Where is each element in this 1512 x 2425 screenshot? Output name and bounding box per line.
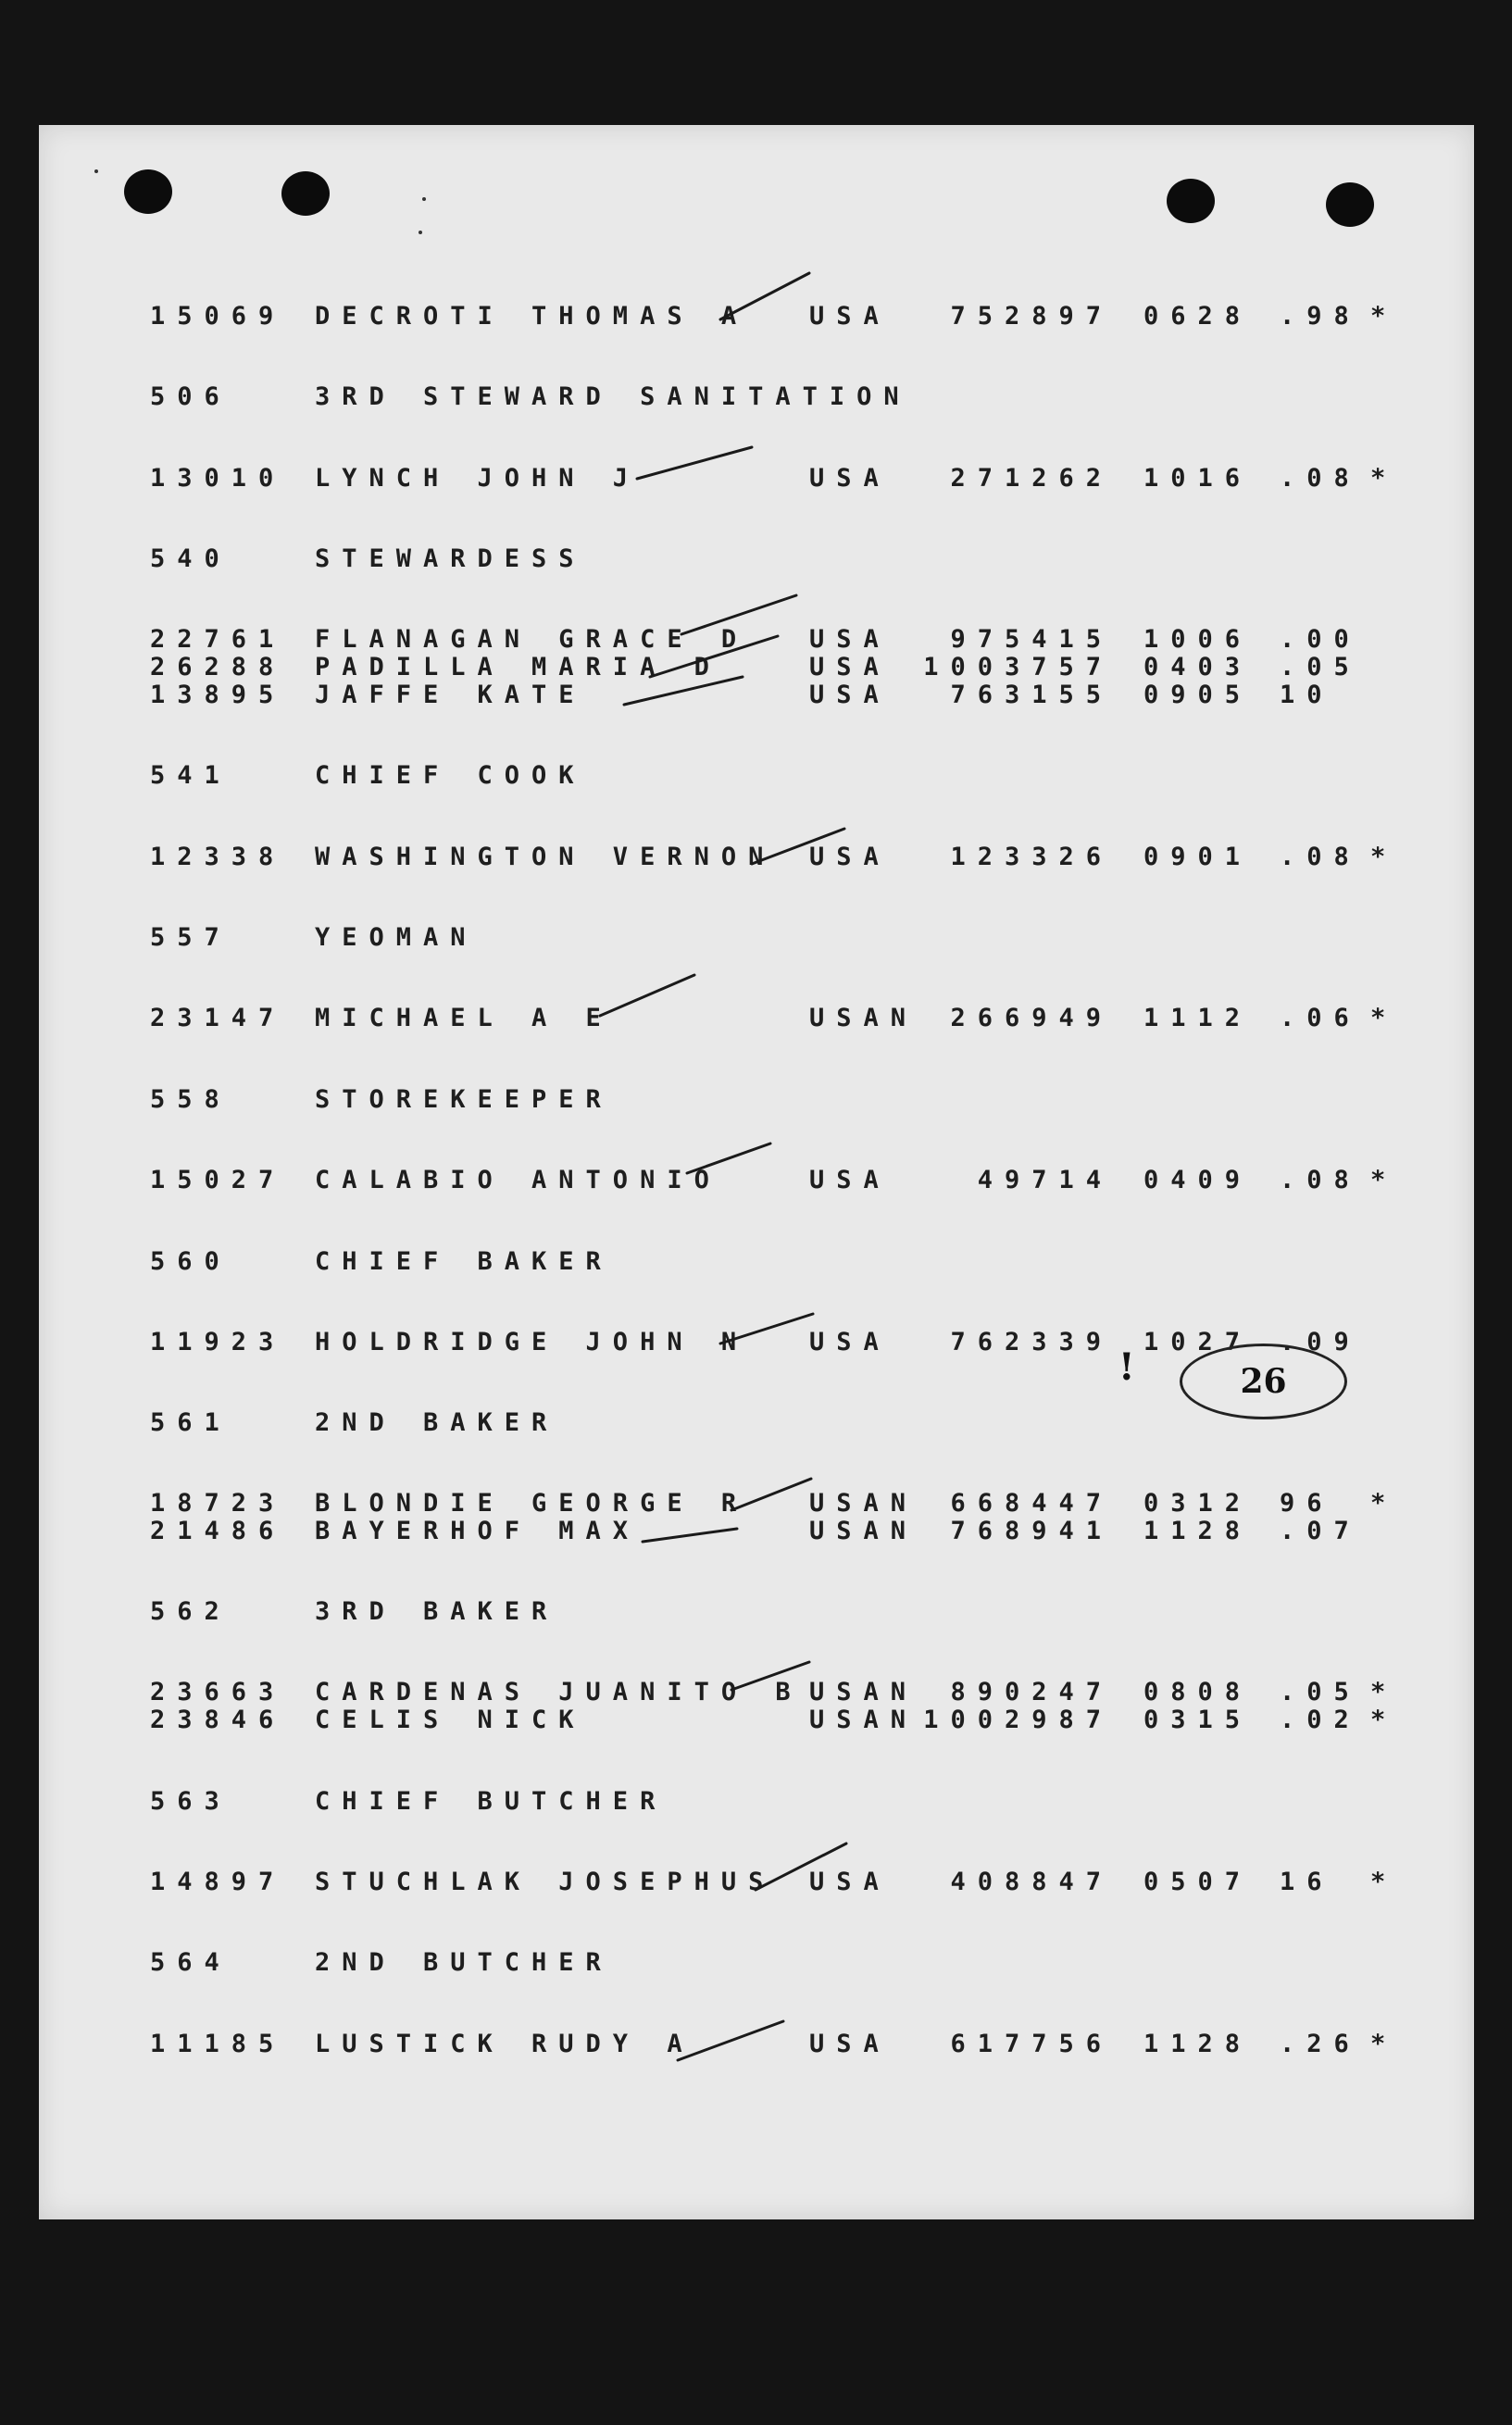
entry-rate: 16 — [1280, 1868, 1334, 1896]
entry-date: 1006 — [1143, 625, 1253, 654]
entry-id: 123326 — [950, 843, 1113, 871]
entry-rate: 10 — [1280, 681, 1334, 709]
section-title: STOREKEEPER — [315, 1085, 613, 1114]
entry-number: 11185 — [150, 2030, 286, 2058]
entry-rate: .05 — [1280, 653, 1361, 681]
section-title: YEOMAN — [315, 923, 478, 952]
entry-nationality: USA — [809, 2030, 891, 2058]
entry-nationality: USA — [809, 1328, 891, 1356]
entry-id: 975415 — [950, 625, 1113, 654]
entry-id: 668447 — [950, 1489, 1113, 1518]
page-number-stamp: 26 — [1180, 1344, 1347, 1419]
entry-nationality: USAN — [809, 1004, 918, 1032]
section-code: 541 — [150, 761, 231, 790]
entry-name: BAYERHOF MAX — [315, 1517, 641, 1545]
entry-rate: .05 — [1280, 1678, 1361, 1706]
entry-date: 1027 — [1143, 1328, 1253, 1356]
entry-name: STUCHLAK JOSEPHUS — [315, 1868, 776, 1896]
entry-id: 49714 — [977, 1166, 1113, 1194]
entry-rate: .06 — [1280, 1004, 1361, 1032]
entry-number: 15027 — [150, 1166, 286, 1194]
pencil-check-marks — [39, 125, 1474, 2219]
entry-rate: .02 — [1280, 1706, 1361, 1734]
entry-number: 22761 — [150, 625, 286, 654]
entry-rate: 96 — [1280, 1489, 1334, 1518]
section-title: 3RD BAKER — [315, 1597, 559, 1626]
entry-id: 1003757 — [923, 653, 1113, 681]
entry-date: 0507 — [1143, 1868, 1253, 1896]
entry-nationality: USA — [809, 653, 891, 681]
entry-id: 890247 — [950, 1678, 1113, 1706]
entry-nationality: USA — [809, 843, 891, 871]
entry-number: 14897 — [150, 1868, 286, 1896]
entry-nationality: USAN — [809, 1517, 918, 1545]
entry-number: 23846 — [150, 1706, 286, 1734]
entry-name: CARDENAS JUANITO B — [315, 1678, 803, 1706]
entry-rate: .07 — [1280, 1517, 1361, 1545]
entry-date: 1128 — [1143, 2030, 1253, 2058]
entry-number: 13010 — [150, 464, 286, 493]
entry-name: PADILLA MARIA D — [315, 653, 721, 681]
entry-name: MICHAEL A E — [315, 1004, 613, 1032]
entry-number: 23147 — [150, 1004, 286, 1032]
entry-id: 617756 — [950, 2030, 1113, 2058]
entry-id: 752897 — [950, 302, 1113, 331]
entry-star: * — [1370, 1868, 1398, 1896]
entry-id: 1002987 — [923, 1706, 1113, 1734]
section-code: 558 — [150, 1085, 231, 1114]
section-title: CHIEF COOK — [315, 761, 586, 790]
entry-rate: .26 — [1280, 2030, 1361, 2058]
entry-number: 15069 — [150, 302, 286, 331]
entry-number: 23663 — [150, 1678, 286, 1706]
entry-nationality: USA — [809, 302, 891, 331]
entry-number: 18723 — [150, 1489, 286, 1518]
section-title: 3RD STEWARD SANITATION — [315, 382, 911, 411]
entry-name: FLANAGAN GRACE D — [315, 625, 749, 654]
entry-name: CALABIO ANTONIO — [315, 1166, 721, 1194]
section-code: 557 — [150, 923, 231, 952]
section-code: 564 — [150, 1948, 231, 1977]
entry-nationality: USA — [809, 1166, 891, 1194]
entry-number: 21486 — [150, 1517, 286, 1545]
entry-date: 0409 — [1143, 1166, 1253, 1194]
entry-nationality: USAN — [809, 1489, 918, 1518]
entry-nationality: USAN — [809, 1678, 918, 1706]
handwritten-mark: ! — [1118, 1345, 1135, 1389]
entry-star: * — [1370, 1004, 1398, 1032]
section-code: 540 — [150, 544, 231, 573]
entry-name: BLONDIE GEORGE R — [315, 1489, 749, 1518]
entry-number: 26288 — [150, 653, 286, 681]
entry-nationality: USA — [809, 681, 891, 709]
entry-star: * — [1370, 1166, 1398, 1194]
entry-rate: .08 — [1280, 464, 1361, 493]
section-code: 560 — [150, 1247, 231, 1276]
entry-name: HOLDRIDGE JOHN N — [315, 1328, 749, 1356]
entry-nationality: USA — [809, 464, 891, 493]
section-title: CHIEF BUTCHER — [315, 1787, 668, 1816]
section-code: 562 — [150, 1597, 231, 1626]
entry-date: 1112 — [1143, 1004, 1253, 1032]
section-code: 563 — [150, 1787, 231, 1816]
document-page — [39, 125, 1474, 2219]
entry-number: 13895 — [150, 681, 286, 709]
entry-rate: .08 — [1280, 843, 1361, 871]
entry-rate: .98 — [1280, 302, 1361, 331]
entry-rate: .08 — [1280, 1166, 1361, 1194]
section-title: 2ND BAKER — [315, 1408, 559, 1437]
entry-star: * — [1370, 1489, 1398, 1518]
section-code: 506 — [150, 382, 231, 411]
entry-rate: .00 — [1280, 625, 1361, 654]
entry-star: * — [1370, 302, 1398, 331]
entry-nationality: USAN — [809, 1706, 918, 1734]
entry-nationality: USA — [809, 1868, 891, 1896]
entry-date: 1128 — [1143, 1517, 1253, 1545]
entry-nationality: USA — [809, 625, 891, 654]
entry-id: 408847 — [950, 1868, 1113, 1896]
entry-id: 763155 — [950, 681, 1113, 709]
entry-star: * — [1370, 1678, 1398, 1706]
entry-id: 271262 — [950, 464, 1113, 493]
entry-id: 266949 — [950, 1004, 1113, 1032]
entry-star: * — [1370, 1706, 1398, 1734]
entry-rate: .09 — [1280, 1328, 1361, 1356]
entry-date: 1016 — [1143, 464, 1253, 493]
entry-date: 0403 — [1143, 653, 1253, 681]
entry-date: 0315 — [1143, 1706, 1253, 1734]
entry-name: WASHINGTON VERNON — [315, 843, 776, 871]
entry-name: CELIS NICK — [315, 1706, 586, 1734]
section-code: 561 — [150, 1408, 231, 1437]
entry-number: 12338 — [150, 843, 286, 871]
entry-date: 0901 — [1143, 843, 1253, 871]
entry-date: 0808 — [1143, 1678, 1253, 1706]
entry-star: * — [1370, 2030, 1398, 2058]
entry-name: JAFFE KATE — [315, 681, 586, 709]
entry-name: LYNCH JOHN J — [315, 464, 641, 493]
entry-id: 762339 — [950, 1328, 1113, 1356]
entry-date: 0312 — [1143, 1489, 1253, 1518]
section-title: STEWARDESS — [315, 544, 586, 573]
entry-name: DECROTI THOMAS A — [315, 302, 749, 331]
entry-date: 0905 — [1143, 681, 1253, 709]
entry-number: 11923 — [150, 1328, 286, 1356]
section-title: 2ND BUTCHER — [315, 1948, 613, 1977]
entry-name: LUSTICK RUDY A — [315, 2030, 694, 2058]
entry-star: * — [1370, 843, 1398, 871]
entry-date: 0628 — [1143, 302, 1253, 331]
entry-id: 768941 — [950, 1517, 1113, 1545]
section-title: CHIEF BAKER — [315, 1247, 613, 1276]
entry-star: * — [1370, 464, 1398, 493]
